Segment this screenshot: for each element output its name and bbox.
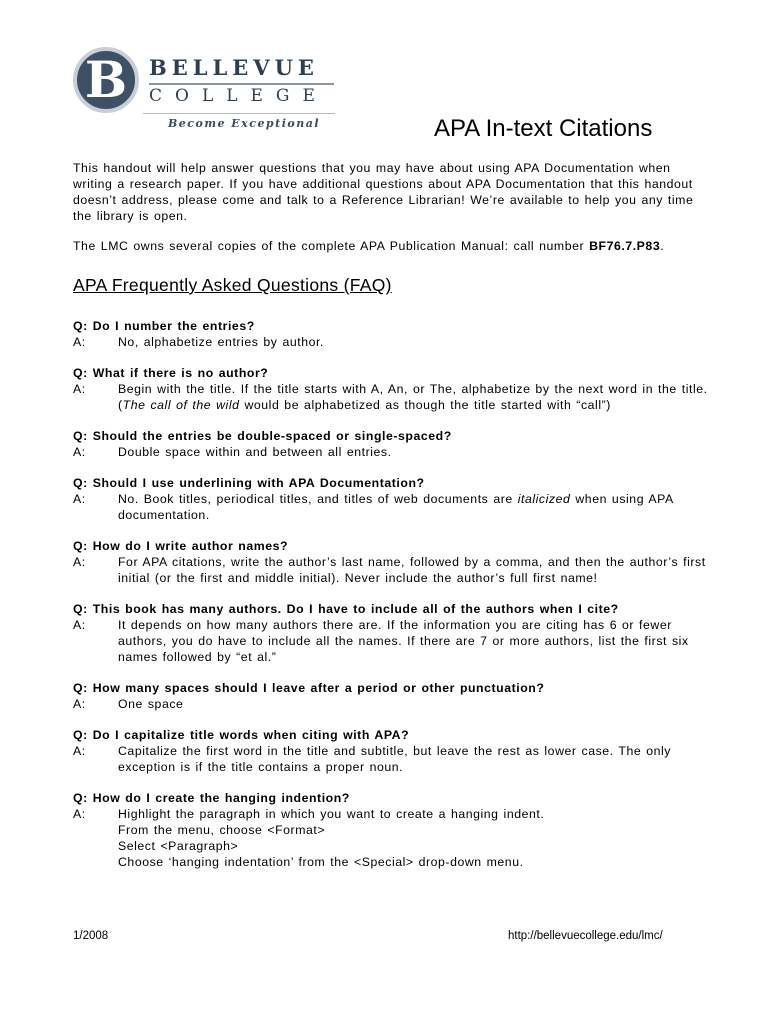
lmc-text: The LMC owns several copies of the complete APA Publication Manual: call number bbox=[73, 239, 590, 253]
faq-answer bbox=[73, 696, 713, 712]
answer-text bbox=[118, 381, 713, 413]
lmc-end: . bbox=[660, 239, 665, 253]
faq-question: Q: Should the entries be double-spaced or single-spaced? bbox=[73, 429, 452, 443]
answer-text: Double space within and between all entries. bbox=[118, 445, 392, 459]
faq-heading: APA Frequently Asked Questions (FAQ) bbox=[73, 275, 392, 295]
faq-question: Q: What if there is no author? bbox=[73, 366, 269, 380]
faq-item bbox=[73, 727, 713, 775]
answer-text bbox=[118, 491, 713, 523]
faq-item bbox=[73, 680, 713, 712]
faq-answer bbox=[73, 334, 713, 350]
answer-text: No, alphabetize entries by author. bbox=[118, 335, 324, 349]
answer-italic-word: italicized bbox=[517, 492, 571, 506]
faq-answer bbox=[73, 743, 713, 775]
lmc-paragraph bbox=[73, 238, 713, 254]
faq-item bbox=[73, 601, 713, 665]
faq-question: Q: Should I use underlining with APA Documentation? bbox=[73, 476, 425, 490]
answer-text: It depends on how many authors there are. If the information you are citing has 6 or fewer authors, you do have to include all the names. If there are 7 or more authors, list the first six names followed by “et al.” bbox=[118, 618, 689, 664]
logo-name-line2: COLLEGE bbox=[149, 86, 328, 106]
faq-answer bbox=[73, 491, 713, 523]
answer-label: A: bbox=[73, 335, 86, 349]
faq-answer bbox=[73, 617, 713, 665]
answer-text-part: would be alphabetized as though the title started with “call”) bbox=[239, 398, 611, 412]
logo-name-line1: BELLEVUE bbox=[149, 55, 319, 80]
faq-question: Q: This book has many authors. Do I have to include all of the authors when I cite? bbox=[73, 602, 619, 616]
answer-text-part: when using APA documentation. bbox=[118, 492, 674, 522]
footer-date: 1/2008 bbox=[73, 930, 109, 942]
answer-step: Select <Paragraph> bbox=[118, 839, 239, 853]
faq-question: Q: Do I capitalize title words when citing with APA? bbox=[73, 728, 410, 742]
answer-label: A: bbox=[73, 555, 86, 569]
answer-label: A: bbox=[73, 744, 86, 758]
answer-text: For APA citations, write the author’s last name, followed by a comma, and then the author’s first initial (or the first and middle initial). Never include the author’s full first name! bbox=[118, 555, 706, 585]
answer-step: Choose ‘hanging indentation’ from the <Special> drop-down menu. bbox=[118, 855, 524, 869]
faq-answer bbox=[73, 381, 713, 413]
faq-item bbox=[73, 428, 713, 460]
bellevue-college-logo bbox=[73, 47, 343, 139]
logo-rule bbox=[149, 83, 334, 85]
faq-answer bbox=[73, 806, 713, 870]
faq-list bbox=[73, 318, 713, 885]
call-number: BF76.7.P83 bbox=[589, 239, 661, 253]
logo-emblem: B bbox=[73, 47, 139, 113]
faq-answer bbox=[73, 554, 713, 586]
intro-paragraph: This handout will help answer questions that you may have about using APA Documentation when writing a research paper. If you have additional questions about APA Documentation that this handout doesn’t address, please come and talk to a Reference Librarian! We’re available to help you any time the library is open. bbox=[73, 161, 694, 223]
footer-url: http://bellevuecollege.edu/lmc/ bbox=[508, 930, 663, 942]
answer-text: Capitalize the first word in the title and subtitle, but leave the rest as lower case. The only exception is if the title contains a proper noun. bbox=[118, 744, 671, 774]
faq-question: Q: How do I write author names? bbox=[73, 539, 289, 553]
answer-italic-title: The call of the wild bbox=[122, 398, 240, 412]
answer-label: A: bbox=[73, 807, 86, 821]
logo-rule-lower bbox=[143, 113, 335, 114]
faq-item bbox=[73, 365, 713, 413]
faq-item bbox=[73, 538, 713, 586]
faq-item bbox=[73, 790, 713, 870]
logo-tagline: Become Exceptional bbox=[168, 117, 321, 130]
answer-text-part: No. Book titles, periodical titles, and titles of web documents are bbox=[118, 492, 518, 506]
answer-step: Highlight the paragraph in which you want to create a hanging indent. bbox=[118, 807, 545, 821]
page-title: APA In-text Citations bbox=[434, 115, 653, 142]
answer-label: A: bbox=[73, 382, 86, 396]
answer-label: A: bbox=[73, 445, 86, 459]
answer-label: A: bbox=[73, 492, 86, 506]
faq-question: Q: How many spaces should I leave after a period or other punctuation? bbox=[73, 681, 545, 695]
answer-label: A: bbox=[73, 618, 86, 632]
faq-item bbox=[73, 318, 713, 350]
answer-text-part: Begin with the title. If the title starts with A, An, or The, alphabetize by the next word in the title. ( bbox=[118, 382, 708, 412]
answer-text: One space bbox=[118, 697, 184, 711]
faq-question: Q: Do I number the entries? bbox=[73, 319, 255, 333]
faq-item bbox=[73, 475, 713, 523]
answer-label: A: bbox=[73, 697, 86, 711]
faq-question: Q: How do I create the hanging indention? bbox=[73, 791, 350, 805]
answer-step: From the menu, choose <Format> bbox=[118, 823, 326, 837]
faq-answer bbox=[73, 444, 713, 460]
